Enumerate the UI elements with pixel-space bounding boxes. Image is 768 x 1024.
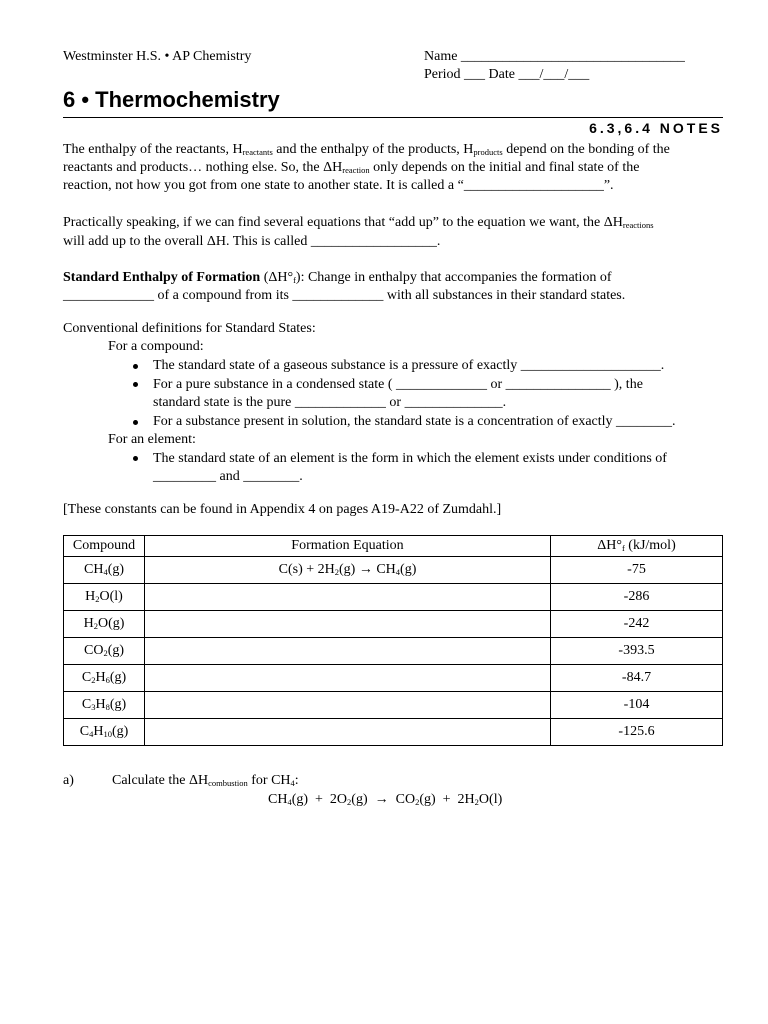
table-row [64, 638, 723, 665]
table-row [64, 611, 723, 638]
cell-compound: $C_3H_8(g)$ [64, 692, 145, 719]
cell-dhf: -84.7 [551, 665, 723, 692]
course-header: Westminster H.S. • AP Chemistry [63, 49, 252, 64]
title-divider [63, 117, 723, 118]
header-dhf: $\Delta H^\circ_f$ (kJ/mol) [551, 536, 723, 557]
std-compound-label: For a compound: [108, 339, 204, 354]
section-heading: 6.3,6.4 NOTES [589, 120, 723, 136]
cell-dhf: -75 [551, 557, 723, 584]
std-bullet-2a: For a pure substance in a condensed state ( _____________ or _______________ ), the [153, 377, 643, 392]
p1-line-3: reaction, not how you got from one state to another state. It is called a “____________________”. [63, 178, 614, 193]
cell-dhf: -286 [551, 584, 723, 611]
table-row [64, 692, 723, 719]
cell-equation[interactable] [145, 719, 551, 746]
bullet-icon [133, 420, 138, 425]
p2-line-2: will add up to the overall ΔH. This is called __________________. [63, 234, 441, 249]
cell-equation[interactable] [145, 665, 551, 692]
std-bullet-4b: _________ and ________. [153, 469, 303, 484]
std-bullet-2b: standard state is the pure _____________ or ______________. [153, 395, 507, 410]
name-field-label: Name ________________________________ [424, 49, 685, 64]
std-bullet-4a: The standard state of an element is the form in which the element exists under conditions of [153, 451, 667, 466]
p1-line-1: The enthalpy of the reactants, $H_{reactants}$ and the enthalpy of the products, $H_{products}$ depend on the bonding of the [63, 142, 670, 157]
std-bullet-1: The standard state of a gaseous substance is a pressure of exactly ____________________. [153, 358, 665, 373]
cell-dhf: -104 [551, 692, 723, 719]
cell-dhf: -393.5 [551, 638, 723, 665]
combustion-equation: $CH_4(g) + 2O_2(g) \to CO_2(g) + 2H_2O(l)$ [268, 792, 503, 807]
appendix-note: [These constants can be found in Appendix 4 on pages A19-A22 of Zumdahl.] [63, 502, 502, 517]
cell-dhf: -242 [551, 611, 723, 638]
cell-equation[interactable] [145, 611, 551, 638]
cell-compound: $C_2H_6(g)$ [64, 665, 145, 692]
table-row [64, 665, 723, 692]
table-row [64, 584, 723, 611]
p1-line-2: reactants and products… nothing else. So, the $\Delta H_{reaction}$ only depends on the initial and final state of the [63, 160, 640, 175]
page-title: 6 • Thermochemistry [63, 87, 280, 112]
std-bullet-3: For a substance present in solution, the standard state is a concentration of exactly ________. [153, 414, 676, 429]
table-row [64, 719, 723, 746]
question-a-text: Calculate the $\Delta H_{combustion}$ for $CH_4$: [112, 773, 299, 788]
question-a-label: a) [63, 773, 74, 788]
p2-line-1: Practically speaking, if we can find several equations that “add up” to the equation we want, the $\Delta H_{reactions}$ [63, 215, 654, 230]
table-header-row [64, 536, 723, 557]
header-equation: Formation Equation [145, 536, 551, 557]
header-compound: Compound [64, 536, 145, 557]
cell-dhf: -125.6 [551, 719, 723, 746]
cell-compound: $CO_2(g)$ [64, 638, 145, 665]
cell-compound: $CH_4(g)$ [64, 557, 145, 584]
p3-line-2: _____________ of a compound from its _____________ with all substances in their standard states. [63, 288, 626, 303]
cell-equation[interactable] [145, 692, 551, 719]
std-intro: Conventional definitions for Standard States: [63, 321, 316, 336]
bullet-icon [133, 364, 138, 369]
cell-compound: $H_2O(l)$ [64, 584, 145, 611]
cell-equation[interactable] [145, 638, 551, 665]
cell-equation: $C(s) + 2H_2(g) \to CH_4(g)$ [145, 557, 551, 584]
cell-compound: $H_2O(g)$ [64, 611, 145, 638]
cell-compound: $C_4H_{10}(g)$ [64, 719, 145, 746]
table-row [64, 557, 723, 584]
p3-line-1: Standard Enthalpy of Formation $(\Delta H^\circ_f)$: Change in enthalpy that accompanies the formation of [63, 270, 612, 285]
bullet-icon [133, 382, 138, 387]
bullet-icon [133, 456, 138, 461]
std-element-label: For an element: [108, 432, 196, 447]
formation-table [63, 535, 723, 746]
period-date-line: Period ___ Date ___/___/___ [424, 67, 590, 82]
cell-equation[interactable] [145, 584, 551, 611]
